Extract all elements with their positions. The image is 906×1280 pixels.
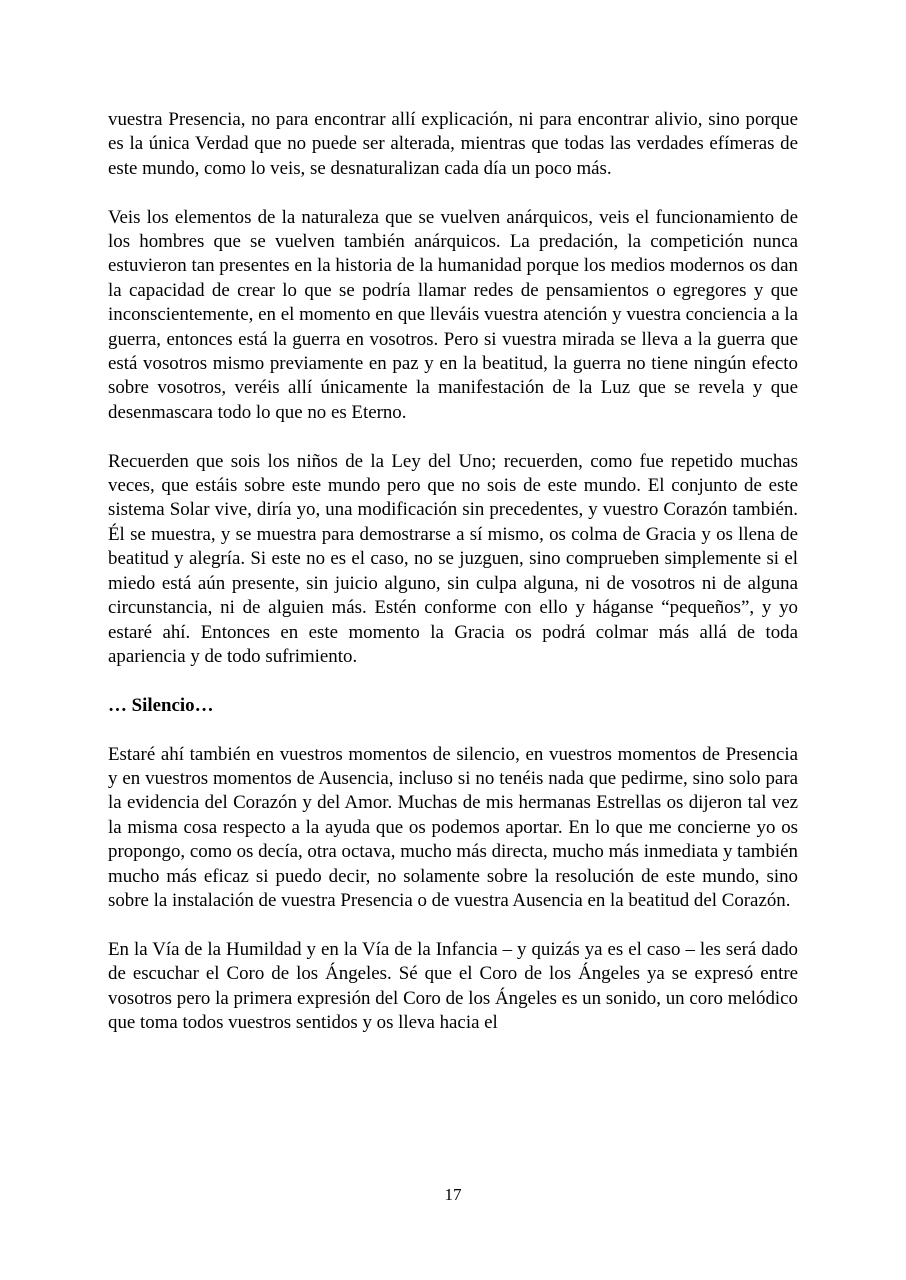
page-body	[108, 108, 798, 1060]
paragraph-ley-del-uno: Recuerden que sois los niños de la Ley del Uno; recuerden, como fue repetido muchas veces, que estáis sobre este mundo pero que no sois de este mundo. El conjunto de este sistema Solar vive, diría yo, una modificación sin precedentes, y vuestro Corazón también. Él se muestra, y se muestra para demostrarse a sí mismo, os colma de Gracia y os llena de beatitud y alegría. Si este no es el caso, no se juzguen, sino comprueben simplemente si el miedo está aún presente, sin juicio alguno, sin culpa alguna, ni de vosotros ni de alguna circunstancia, ni de alguien más. Estén conforme con ello y háganse “pequeños”, y yo estaré ahí. Entonces en este momento la Gracia os podrá colmar más allá de toda apariencia y de todo sufrimiento.	[108, 450, 798, 667]
page-number: 17	[444, 1185, 462, 1204]
silence-heading: … Silencio…	[108, 694, 214, 716]
paragraph-via-humildad: En la Vía de la Humildad y en la Vía de la Infancia – y quizás ya es el caso – les será dado de escuchar el Coro de los Ángeles. Sé que el Coro de los Ángeles ya se expresó entre vosotros pero la primera expresión del Coro de los Ángeles es un sonido, un coro melódico que toma todos vuestros sentidos y os lleva hacia el	[108, 938, 798, 1033]
paragraph-presencia: vuestra Presencia, no para encontrar allí explicación, ni para encontrar alivio, sino porque es la única Verdad que no puede ser alterada, mientras que todas las verdades efímeras de este mundo, como lo veis, se desnaturalizan cada día un poco más.	[108, 109, 798, 179]
paragraph-elementos: Veis los elementos de la naturaleza que se vuelven anárquicos, veis el funcionamiento de los hombres que se vuelven también anárquicos. La predación, la competición nunca estuvieron tan presentes en la historia de la humanidad porque los medios modernos os dan la capacidad de crear lo que se podría llamar redes de pensamientos o egregores y que inconscientemente, en el momento en que lleváis vuestra atención y vuestra conciencia a la guerra, entonces está la guerra en vosotros. Pero si vuestra mirada se lleva a la guerra que está vosotros mismo previamente en paz y en la beatitud, la guerra no tiene ningún efecto sobre vosotros, veréis allí únicamente la manifestación de la Luz que se revela y que desenmascara todo lo que no es Eterno.	[108, 206, 798, 423]
paragraph-estare-ahi: Estaré ahí también en vuestros momentos de silencio, en vuestros momentos de Presencia y en vuestros momentos de Ausencia, incluso si no tenéis nada que pedirme, sino solo para la evidencia del Corazón y del Amor. Muchas de mis hermanas Estrellas os dijeron tal vez la misma cosa respecto a la ayuda que os podemos aportar. En lo que me concierne yo os propongo, como os decía, otra octava, mucho más directa, mucho más inmediata y también mucho más eficaz si puedo decir, no solamente sobre la resolución de este mundo, sino sobre la instalación de vuestra Presencia o de vuestra Ausencia en la beatitud del Corazón.	[108, 743, 798, 911]
